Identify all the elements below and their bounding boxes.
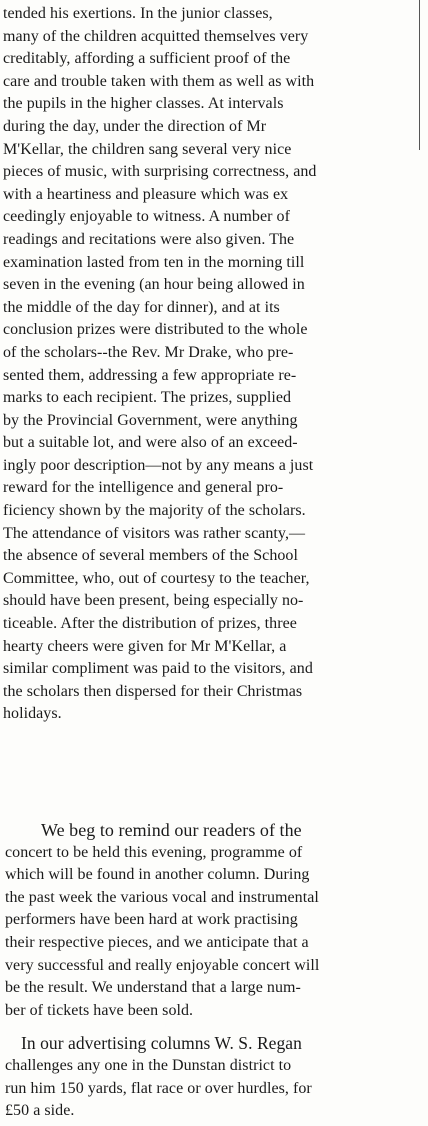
text-line: sented them, addressing a few appropriate re- [3, 366, 297, 384]
text-line: care and trouble taken with them as well as with [3, 72, 315, 90]
paragraph-concert-notice [5, 819, 417, 1022]
text-line: In our advertising columns W. S. Regan [21, 1033, 302, 1054]
text-line: M'Kellar, the children sang several very nice [3, 140, 292, 158]
text-line: Committee, who, out of courtesy to the teacher, [3, 569, 310, 587]
text-line: the past week the various vocal and instrumental [5, 888, 319, 906]
text-line: be the result. We understand that a large num- [5, 979, 301, 997]
text-line: ber of tickets have been sold. [5, 1001, 194, 1019]
text-line: pieces of music, with surprising correctness, and [3, 163, 317, 181]
text-line: the pupils in the higher classes. At intervals [3, 95, 284, 113]
text-line: £50 a side. [5, 1102, 75, 1120]
text-line: marks to each recipient. The prizes, supplied [3, 389, 292, 407]
text-line: which will be found in another column. During [5, 866, 310, 884]
text-line: with a heartiness and pleasure which was ex [3, 185, 289, 203]
article-column [3, 3, 417, 1123]
column-divider [419, 0, 420, 150]
text-line: challenges any one in the Dunstan district to [5, 1056, 292, 1074]
text-line: of the scholars--the Rev. Mr Drake, who pre- [3, 343, 294, 361]
text-line: but a suitable lot, and were also of an exceed- [3, 434, 298, 452]
text-line: ticeable. After the distribution of prizes, three [3, 615, 297, 633]
text-line: ingly poor description—not by any means a just [3, 456, 314, 474]
text-line: The attendance of visitors was rather scanty,— [3, 524, 306, 542]
text-line: their respective pieces, and we anticipate that a [5, 933, 309, 951]
text-line: by the Provincial Government, were anything [3, 411, 298, 429]
text-line: conclusion prizes were distributed to the whole [3, 321, 308, 339]
text-line: the absence of several members of the School [3, 547, 298, 565]
text-line: ficiency shown by the majority of the scholars. [3, 502, 306, 520]
text-line: many of the children acquitted themselves very [3, 27, 309, 45]
text-line: reward for the intelligence and general pro- [3, 479, 284, 497]
text-line: run him 150 yards, flat race or over hurdles, for [5, 1079, 312, 1097]
text-line: very successful and really enjoyable concert will [5, 956, 320, 974]
text-line: hearty cheers were given for Mr M'Kellar, a [3, 637, 287, 655]
text-line: holidays. [3, 705, 62, 723]
text-line: performers have been hard at work practising [5, 911, 298, 929]
text-line: concert to be held this evening, programme of [5, 843, 303, 861]
text-line: tended his exertions. In the junior classes, [3, 5, 273, 22]
text-line: creditably, affording a sufficient proof of the [3, 50, 291, 68]
text-line: ceedingly enjoyable to witness. A number of [3, 208, 290, 226]
text-line: readings and recitations were also given. The [3, 230, 295, 248]
text-line: the middle of the day for dinner), and at its [3, 298, 280, 316]
paragraph-race-challenge [5, 1032, 417, 1122]
text-line: We beg to remind our readers of the [41, 820, 302, 840]
text-line: during the day, under the direction of Mr [3, 117, 267, 135]
text-line: similar compliment was paid to the visitors, and [3, 660, 313, 678]
text-line: the scholars then dispersed for their Christmas [3, 682, 303, 700]
text-line: examination lasted from ten in the morning till [3, 253, 305, 271]
paragraph-school-examination [3, 3, 417, 793]
text-line: seven in the evening (an hour being allowed in [3, 276, 305, 294]
text-line: should have been present, being especially no- [3, 592, 304, 610]
